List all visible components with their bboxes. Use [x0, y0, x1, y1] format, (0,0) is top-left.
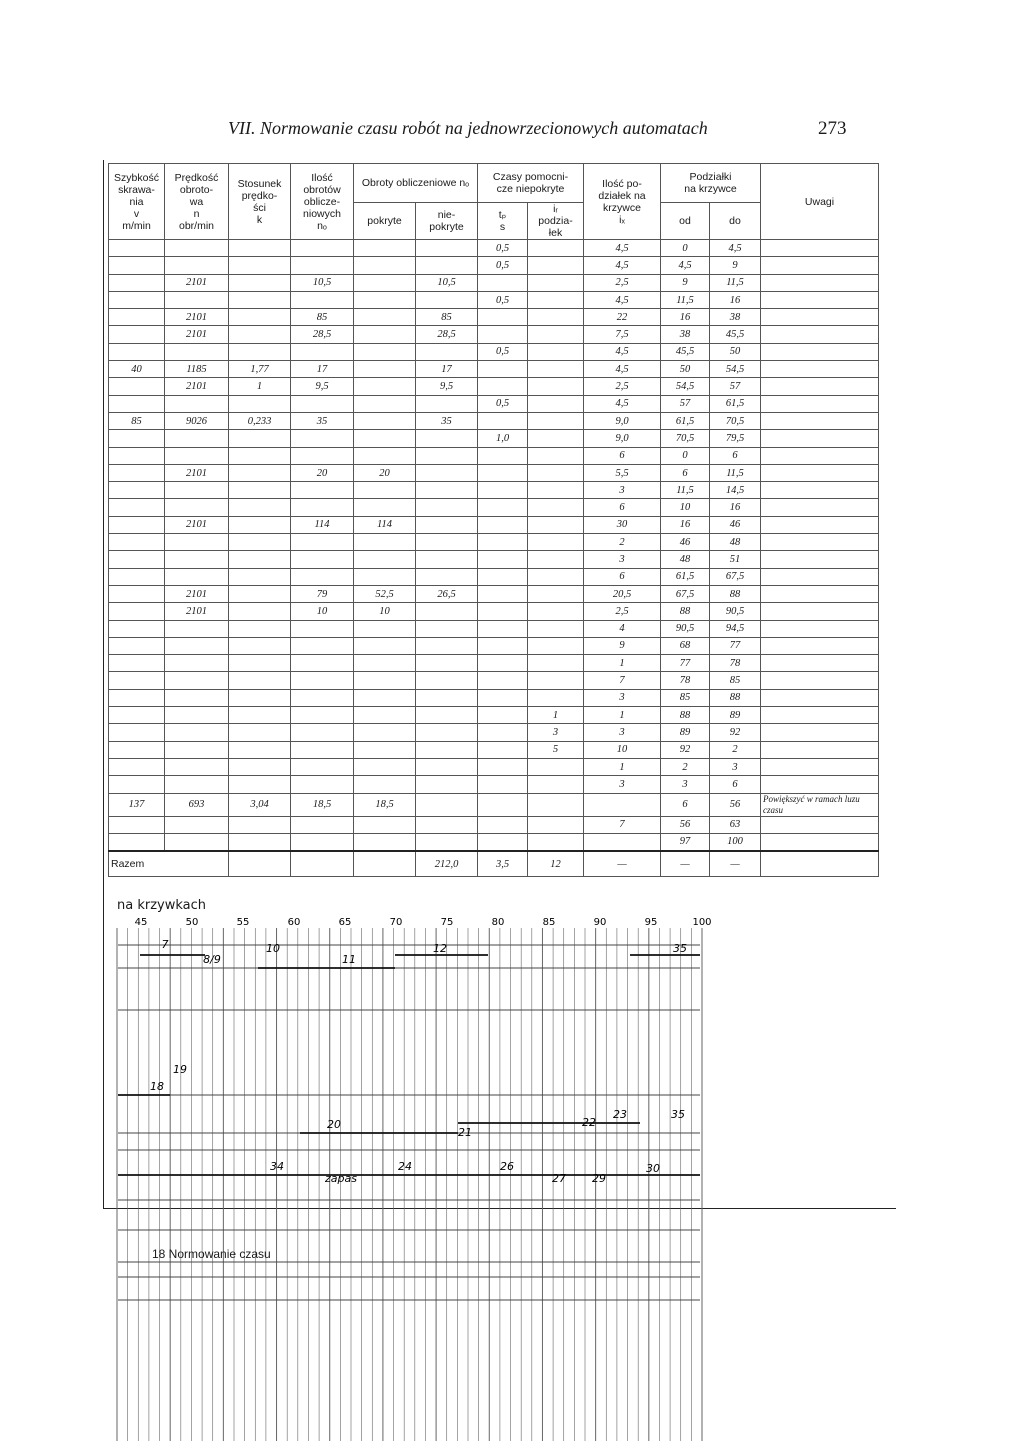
cell-ratio: 1,77	[229, 361, 291, 378]
cell-divcount: 1	[584, 655, 661, 672]
cell-to: 11,5	[710, 464, 761, 481]
cell-ir: 5	[528, 741, 584, 758]
cell-tp: 0,5	[478, 291, 528, 308]
cell-to: 100	[710, 833, 761, 851]
cell-from: 0	[661, 447, 710, 464]
cell-rpm: 2101	[165, 309, 229, 326]
cell-speed: 85	[109, 412, 165, 429]
cell-from: 90,5	[661, 620, 710, 637]
cell-from: 9	[661, 274, 710, 291]
header-line: m/min	[122, 219, 151, 232]
cell-from: 45,5	[661, 343, 710, 360]
cell-from: 97	[661, 833, 710, 851]
cell-from: 57	[661, 395, 710, 412]
cell-to: 90,5	[710, 603, 761, 620]
cell-to: 63	[710, 816, 761, 833]
cell-from: 4,5	[661, 257, 710, 274]
diagram-label: 22	[582, 1116, 596, 1129]
diagram-label: 19	[173, 1063, 187, 1076]
cell-ratio: 1	[229, 378, 291, 395]
header-line: Ilość po-	[602, 177, 642, 190]
cell-rpm: 2101	[165, 585, 229, 602]
col-from-header: od	[661, 203, 710, 240]
header-line: podzia-	[538, 215, 573, 227]
cell-divcount: 2	[584, 534, 661, 551]
page-footer: 18 Normowanie czasu	[152, 1247, 271, 1261]
header-line: prędko-	[241, 189, 278, 202]
cell-from: 54,5	[661, 378, 710, 395]
header-line: Prędkość	[174, 171, 219, 184]
cell-from: 88	[661, 603, 710, 620]
chapter-title: VII. Normowanie czasu robót na jednowrzecionowych automatach	[228, 118, 708, 138]
diagram-label: 23	[613, 1108, 627, 1121]
cell-from: 48	[661, 551, 710, 568]
cell-divcount: 9,0	[584, 412, 661, 429]
header-line: obroto-	[179, 183, 214, 196]
diagram-label: 8/9	[203, 953, 221, 966]
cell-notes: Powiększyć w ramach luzu czasu	[761, 793, 879, 816]
total-to: —	[710, 851, 761, 877]
diagram-label: 12	[433, 942, 447, 955]
cell-to: 67,5	[710, 568, 761, 585]
header-line: v	[133, 207, 140, 220]
diagram-label: zapas	[325, 1172, 357, 1185]
total-label: Razem	[109, 851, 229, 877]
cell-uncovered: 85	[416, 309, 478, 326]
cell-count: 28,5	[291, 326, 354, 343]
cell-rpm: 2101	[165, 603, 229, 620]
scale-label: 90	[593, 917, 607, 928]
cell-from: 67,5	[661, 585, 710, 602]
cell-from: 92	[661, 741, 710, 758]
cell-from: 2	[661, 758, 710, 775]
cell-to: 38	[710, 309, 761, 326]
scale-label: 75	[440, 917, 454, 928]
col-to-header: do	[710, 203, 761, 240]
diagram-label: 29	[592, 1172, 606, 1185]
cell-count: 79	[291, 585, 354, 602]
cell-from: 77	[661, 655, 710, 672]
cell-from: 85	[661, 689, 710, 706]
cell-divcount: 1	[584, 707, 661, 724]
cell-rpm: 693	[165, 793, 229, 816]
total-ir: 12	[528, 851, 584, 877]
cell-from: 50	[661, 361, 710, 378]
cell-count: 9,5	[291, 378, 354, 395]
cell-divcount: 3	[584, 776, 661, 793]
cell-divcount: 2,5	[584, 378, 661, 395]
header-line: k	[256, 213, 263, 226]
cell-to: 4,5	[710, 240, 761, 257]
cell-divcount: 4,5	[584, 291, 661, 308]
cell-from: 3	[661, 776, 710, 793]
cell-from: 16	[661, 309, 710, 326]
diagram-label: 21	[458, 1126, 472, 1139]
col-notes-header: Uwagi	[761, 164, 879, 240]
header-line: obr/min	[178, 219, 214, 232]
diagram-label: 26	[500, 1160, 514, 1173]
cell-rpm: 9026	[165, 412, 229, 429]
diagram-label: 18	[150, 1080, 164, 1093]
scale-label: 100	[692, 917, 712, 928]
diagram-label: 24	[398, 1160, 412, 1173]
header-line: łek	[548, 227, 563, 239]
cell-from: 6	[661, 793, 710, 816]
cell-divcount: 5,5	[584, 464, 661, 481]
header-line: na krzywce	[684, 183, 737, 195]
cell-divcount: 4,5	[584, 361, 661, 378]
scale-label: 95	[644, 917, 658, 928]
cell-uncovered: 35	[416, 412, 478, 429]
total-tp: 3,5	[478, 851, 528, 877]
cell-divcount: 30	[584, 516, 661, 533]
cell-divcount: 2,5	[584, 603, 661, 620]
scale-label: 50	[185, 917, 199, 928]
diagram-label: 10	[266, 942, 280, 955]
header-line: wa	[189, 195, 204, 208]
cell-to: 61,5	[710, 395, 761, 412]
cell-from: 16	[661, 516, 710, 533]
cell-to: 70,5	[710, 412, 761, 429]
scale-label: 70	[389, 917, 403, 928]
cell-from: 78	[661, 672, 710, 689]
cell-count: 17	[291, 361, 354, 378]
header-line: Stosunek	[237, 177, 282, 190]
cell-divcount: 4,5	[584, 395, 661, 412]
diagram-label: 34	[270, 1160, 284, 1173]
header-line: Podziałki	[689, 171, 732, 183]
header-line: iₓ	[619, 213, 625, 226]
total-uncovered: 212,0	[416, 851, 478, 877]
cell-divcount: 6	[584, 447, 661, 464]
cell-to: 11,5	[710, 274, 761, 291]
total-from: —	[661, 851, 710, 877]
cell-divcount: 6	[584, 499, 661, 516]
cell-divcount: 4	[584, 620, 661, 637]
cell-tp: 1,0	[478, 430, 528, 447]
cell-covered: 10	[354, 603, 416, 620]
cell-divcount: 20,5	[584, 585, 661, 602]
cell-uncovered: 17	[416, 361, 478, 378]
cell-divcount: 1	[584, 758, 661, 775]
header-line: s	[499, 221, 506, 233]
diagram-label: 35	[671, 1108, 685, 1121]
header-line: Szybkość	[114, 171, 159, 184]
cell-divcount: 3	[584, 689, 661, 706]
header-line: Czasy pomocni-	[492, 171, 569, 183]
cell-to: 78	[710, 655, 761, 672]
cell-from: 68	[661, 637, 710, 654]
cell-tp: 0,5	[478, 343, 528, 360]
cell-divcount: 3	[584, 551, 661, 568]
cell-to: 16	[710, 499, 761, 516]
cell-covered: 20	[354, 464, 416, 481]
header-line: nie-	[437, 209, 456, 221]
header-line: skrawa-	[118, 183, 155, 196]
cell-count: 20	[291, 464, 354, 481]
cell-rpm: 2101	[165, 378, 229, 395]
cell-ratio: 3,04	[229, 793, 291, 816]
header-line: tₚ	[498, 209, 507, 221]
diagram-label: 20	[327, 1118, 341, 1131]
cell-to: 92	[710, 724, 761, 741]
cell-uncovered: 26,5	[416, 585, 478, 602]
cell-to: 88	[710, 689, 761, 706]
cell-from: 6	[661, 464, 710, 481]
cell-count: 18,5	[291, 793, 354, 816]
header-line: oblicze-	[303, 195, 341, 208]
cell-divcount: 4,5	[584, 343, 661, 360]
header-line: iᵣ	[553, 203, 558, 215]
header-line: nia	[129, 195, 144, 208]
scale-label: 55	[236, 917, 250, 928]
cell-uncovered: 9,5	[416, 378, 478, 395]
cell-divcount: 7	[584, 816, 661, 833]
scale-label: 45	[134, 917, 148, 928]
cam-diagram-title: na krzywkach	[117, 898, 207, 913]
cell-to: 54,5	[710, 361, 761, 378]
cell-ir: 1	[528, 707, 584, 724]
cell-uncovered: 28,5	[416, 326, 478, 343]
cell-divcount: 2,5	[584, 274, 661, 291]
cell-ratio: 0,233	[229, 412, 291, 429]
cell-divcount: 3	[584, 482, 661, 499]
col-covered-header: pokryte	[354, 203, 416, 240]
cell-from: 38	[661, 326, 710, 343]
cell-count: 10	[291, 603, 354, 620]
cell-count: 10,5	[291, 274, 354, 291]
cell-to: 77	[710, 637, 761, 654]
cell-tp: 0,5	[478, 395, 528, 412]
cell-to: 56	[710, 793, 761, 816]
cell-rpm: 2101	[165, 464, 229, 481]
cell-from: 88	[661, 707, 710, 724]
header-line: n	[193, 207, 200, 220]
cell-tp: 0,5	[478, 240, 528, 257]
cell-to: 6	[710, 776, 761, 793]
cell-from: 56	[661, 816, 710, 833]
header-line: cze niepokryte	[496, 183, 565, 195]
diagram-label: 11	[342, 953, 356, 966]
cell-to: 48	[710, 534, 761, 551]
cell-speed: 40	[109, 361, 165, 378]
cell-divcount: 3	[584, 724, 661, 741]
cell-rpm: 2101	[165, 326, 229, 343]
cell-tp: 0,5	[478, 257, 528, 274]
cell-to: 3	[710, 758, 761, 775]
cell-to: 2	[710, 741, 761, 758]
diagram-label: 27	[552, 1172, 566, 1185]
header-line: pokryte	[429, 221, 464, 233]
cell-ir: 3	[528, 724, 584, 741]
cell-from: 89	[661, 724, 710, 741]
cell-from: 61,5	[661, 568, 710, 585]
cell-from: 0	[661, 240, 710, 257]
cell-to: 50	[710, 343, 761, 360]
cell-divcount: 4,5	[584, 240, 661, 257]
cell-rpm: 1185	[165, 361, 229, 378]
scale-label: 85	[542, 917, 556, 928]
cell-to: 46	[710, 516, 761, 533]
cell-from: 10	[661, 499, 710, 516]
cell-divcount: 9	[584, 637, 661, 654]
cell-covered: 52,5	[354, 585, 416, 602]
scale-label: 65	[338, 917, 352, 928]
cell-to: 51	[710, 551, 761, 568]
col-turns-group-header: Obroty obliczeniowe nₒ	[354, 164, 478, 203]
cell-count: 35	[291, 412, 354, 429]
header-line: Ilość	[311, 171, 333, 184]
diagram-label: 35	[673, 942, 687, 955]
cell-to: 45,5	[710, 326, 761, 343]
scale-label: 80	[491, 917, 505, 928]
cell-to: 79,5	[710, 430, 761, 447]
cell-divcount: 22	[584, 309, 661, 326]
cell-to: 16	[710, 291, 761, 308]
header-line: ści	[253, 201, 266, 214]
cell-from: 61,5	[661, 412, 710, 429]
header-line: działek na	[598, 189, 646, 202]
cell-rpm: 2101	[165, 516, 229, 533]
cell-to: 14,5	[710, 482, 761, 499]
cell-divcount: 9,0	[584, 430, 661, 447]
header-line: krzywce	[603, 201, 641, 214]
cell-to: 6	[710, 447, 761, 464]
cell-count: 114	[291, 516, 354, 533]
cell-divcount: 6	[584, 568, 661, 585]
header-line: nₒ	[317, 219, 327, 232]
cell-to: 94,5	[710, 620, 761, 637]
cell-covered: 114	[354, 516, 416, 533]
cell-covered: 18,5	[354, 793, 416, 816]
cell-count: 85	[291, 309, 354, 326]
cell-to: 85	[710, 672, 761, 689]
cell-divcount: 4,5	[584, 257, 661, 274]
page-number: 273	[818, 118, 847, 139]
diagram-label: 7	[161, 938, 169, 951]
header-line: obrotów	[303, 183, 341, 196]
cell-to: 89	[710, 707, 761, 724]
cell-rpm: 2101	[165, 274, 229, 291]
cell-from: 70,5	[661, 430, 710, 447]
cell-from: 11,5	[661, 291, 710, 308]
cell-to: 88	[710, 585, 761, 602]
cell-uncovered: 10,5	[416, 274, 478, 291]
cell-from: 46	[661, 534, 710, 551]
cell-divcount: 10	[584, 741, 661, 758]
scale-label: 60	[287, 917, 301, 928]
cell-from: 11,5	[661, 482, 710, 499]
cell-divcount: 7,5	[584, 326, 661, 343]
header-line: niowych	[303, 207, 341, 220]
cell-divcount: 7	[584, 672, 661, 689]
diagram-label: 30	[646, 1162, 660, 1175]
cell-speed: 137	[109, 793, 165, 816]
cell-to: 57	[710, 378, 761, 395]
total-divcount: —	[584, 851, 661, 877]
cell-to: 9	[710, 257, 761, 274]
